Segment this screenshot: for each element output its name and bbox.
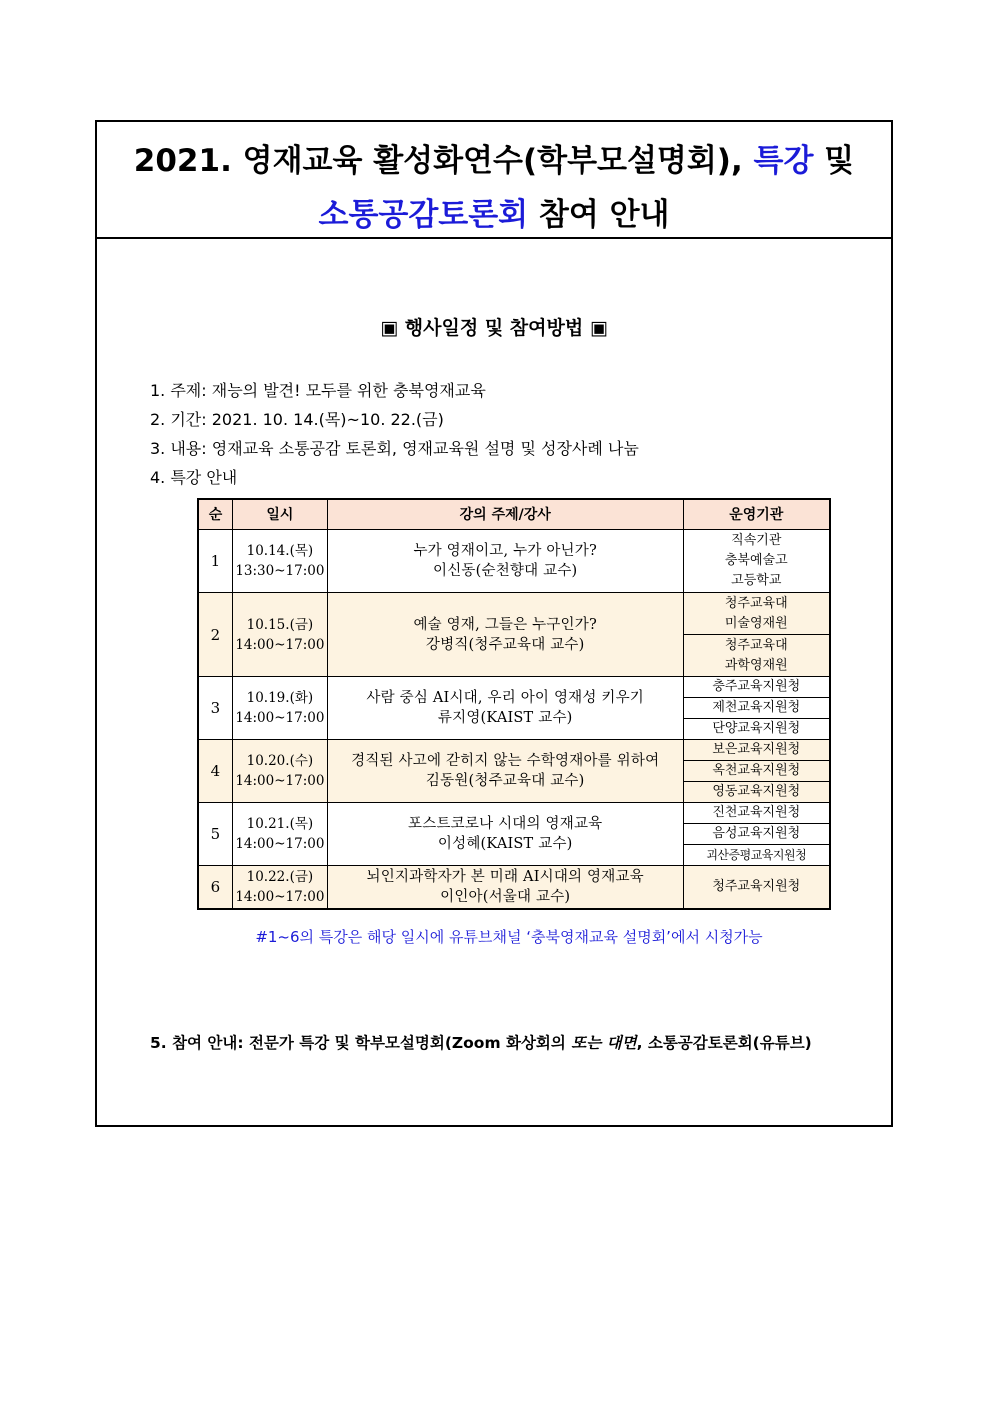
org-name: 청주교육지원청 xyxy=(683,866,830,910)
header-topic: 강의 주제/강사 xyxy=(327,499,683,530)
row-topic xyxy=(327,740,683,803)
row-topic-title: 포스트코로나 시대의 영재교육 xyxy=(408,816,603,832)
document-frame xyxy=(95,120,893,1127)
org-name: 영동교육지원청 xyxy=(683,782,830,803)
row-date: 10.22.(금) xyxy=(246,869,314,885)
header-organization: 운영기관 xyxy=(683,499,830,530)
org-name: 옥천교육지원청 xyxy=(683,761,830,782)
title-line-2 xyxy=(97,188,891,242)
org-name: 청주교육대 xyxy=(724,595,788,611)
info-lecture-guide: 4. 특강 안내 xyxy=(150,468,238,487)
row-date: 10.21.(목) xyxy=(246,816,314,832)
row-topic-title: 예술 영재, 그들은 누구인가? xyxy=(413,616,597,633)
org-name: 진천교육지원청 xyxy=(683,803,830,824)
table-row xyxy=(198,803,830,824)
org-name: 청주교육대 xyxy=(724,637,788,653)
row-topic xyxy=(327,866,683,910)
header-datetime: 일시 xyxy=(232,499,327,530)
org-name: 괴산증평교육지원청 xyxy=(683,845,830,866)
row-speaker: 류지영(KAIST 교수) xyxy=(437,710,573,726)
org-name: 과학영재원 xyxy=(724,657,788,673)
row-time: 14:00~17:00 xyxy=(235,773,325,789)
title-line1-suffix: 및 xyxy=(813,143,855,179)
row-date: 10.19.(화) xyxy=(246,690,314,706)
row-number: 5 xyxy=(198,803,232,866)
title-highlight-special-lecture: 특강 xyxy=(753,143,814,179)
row-organization xyxy=(683,530,830,593)
table-row xyxy=(198,593,830,635)
row-speaker: 이신동(순천향대 교수) xyxy=(433,563,578,579)
row-topic-title: 경직된 사고에 갇히지 않는 수학영재아를 위하여 xyxy=(351,753,660,769)
org-name: 충주교육지원청 xyxy=(683,677,830,698)
org-name: 단양교육지원청 xyxy=(683,719,830,740)
row-number: 6 xyxy=(198,866,232,910)
row-topic xyxy=(327,593,683,677)
org-name: 고등학교 xyxy=(731,573,782,588)
info-content: 3. 내용: 영재교육 소통공감 토론회, 영재교육원 설명 및 성장사례 나눔 xyxy=(150,439,639,458)
youtube-note: #1~6의 특강은 해당 일시에 유튜브채널 ‘충북영재교육 설명회’에서 시청가능 xyxy=(255,928,763,946)
org-name: 미술영재원 xyxy=(724,615,788,631)
row-number: 4 xyxy=(198,740,232,803)
row-datetime xyxy=(232,593,327,677)
title-line-1 xyxy=(97,134,891,188)
row-datetime xyxy=(232,740,327,803)
table-row xyxy=(198,866,830,910)
row-time: 14:00~17:00 xyxy=(235,836,325,852)
row-speaker: 이성혜(KAIST 교수) xyxy=(437,836,573,852)
participation-italic: 또는 대면 xyxy=(571,1034,637,1052)
info-period: 2. 기간: 2021. 10. 14.(목)~10. 22.(금) xyxy=(150,410,444,429)
row-datetime xyxy=(232,866,327,910)
row-datetime xyxy=(232,803,327,866)
row-topic-title: 사람 중심 AI시대, 우리 아이 영재성 키우기 xyxy=(366,690,644,706)
info-list xyxy=(150,376,639,492)
table-row xyxy=(198,677,830,698)
org-name: 제천교육지원청 xyxy=(683,698,830,719)
title-highlight-forum: 소통공감토론회 xyxy=(318,197,529,233)
row-time: 13:30~17:00 xyxy=(235,563,325,579)
row-number: 3 xyxy=(198,677,232,740)
row-topic xyxy=(327,530,683,593)
section-heading: ▣ 행사일정 및 참여방법 ▣ xyxy=(380,317,608,339)
row-organization xyxy=(683,593,830,635)
row-date: 10.14.(목) xyxy=(246,543,314,559)
table-row xyxy=(198,530,830,593)
row-time: 14:00~17:00 xyxy=(235,710,325,726)
header-number: 순 xyxy=(198,499,232,530)
row-datetime xyxy=(232,530,327,593)
title-box xyxy=(97,122,891,239)
row-organization xyxy=(683,635,830,677)
org-name: 음성교육지원청 xyxy=(683,824,830,845)
row-time: 14:00~17:00 xyxy=(235,889,325,905)
row-date: 10.15.(금) xyxy=(246,616,314,633)
info-topic: 1. 주제: 재능의 발견! 모두를 위한 충북영재교육 xyxy=(150,381,486,400)
row-number: 2 xyxy=(198,593,232,677)
table-header-row xyxy=(198,499,830,530)
row-speaker: 강병직(청주교육대 교수) xyxy=(425,636,585,653)
org-name: 보은교육지원청 xyxy=(683,740,830,761)
table-row xyxy=(198,740,830,761)
row-time: 14:00~17:00 xyxy=(235,636,325,653)
row-datetime xyxy=(232,677,327,740)
row-topic xyxy=(327,803,683,866)
row-topic-title: 누가 영재이고, 누가 아닌가? xyxy=(413,543,597,559)
org-name: 직속기관 xyxy=(731,533,782,548)
row-topic-title: 뇌인지과학자가 본 미래 AI시대의 영재교육 xyxy=(366,869,644,885)
org-name: 충북예술고 xyxy=(724,553,788,568)
schedule-table xyxy=(197,498,831,910)
row-number: 1 xyxy=(198,530,232,593)
participation-suffix: , 소통공감토론회(유튜브) xyxy=(636,1034,812,1052)
row-speaker: 이인아(서울대 교수) xyxy=(440,889,571,905)
row-speaker: 김동원(청주교육대 교수) xyxy=(425,773,585,789)
title-line2-suffix: 참여 안내 xyxy=(528,197,670,233)
participation-guide xyxy=(150,1031,812,1053)
participation-prefix: 5. 참여 안내: 전문가 특강 및 학부모설명회(Zoom 화상회의 xyxy=(150,1034,572,1052)
title-line1-prefix: 2021. 영재교육 활성화연수(학부모설명회), xyxy=(133,143,754,179)
row-topic xyxy=(327,677,683,740)
row-date: 10.20.(수) xyxy=(246,753,314,769)
